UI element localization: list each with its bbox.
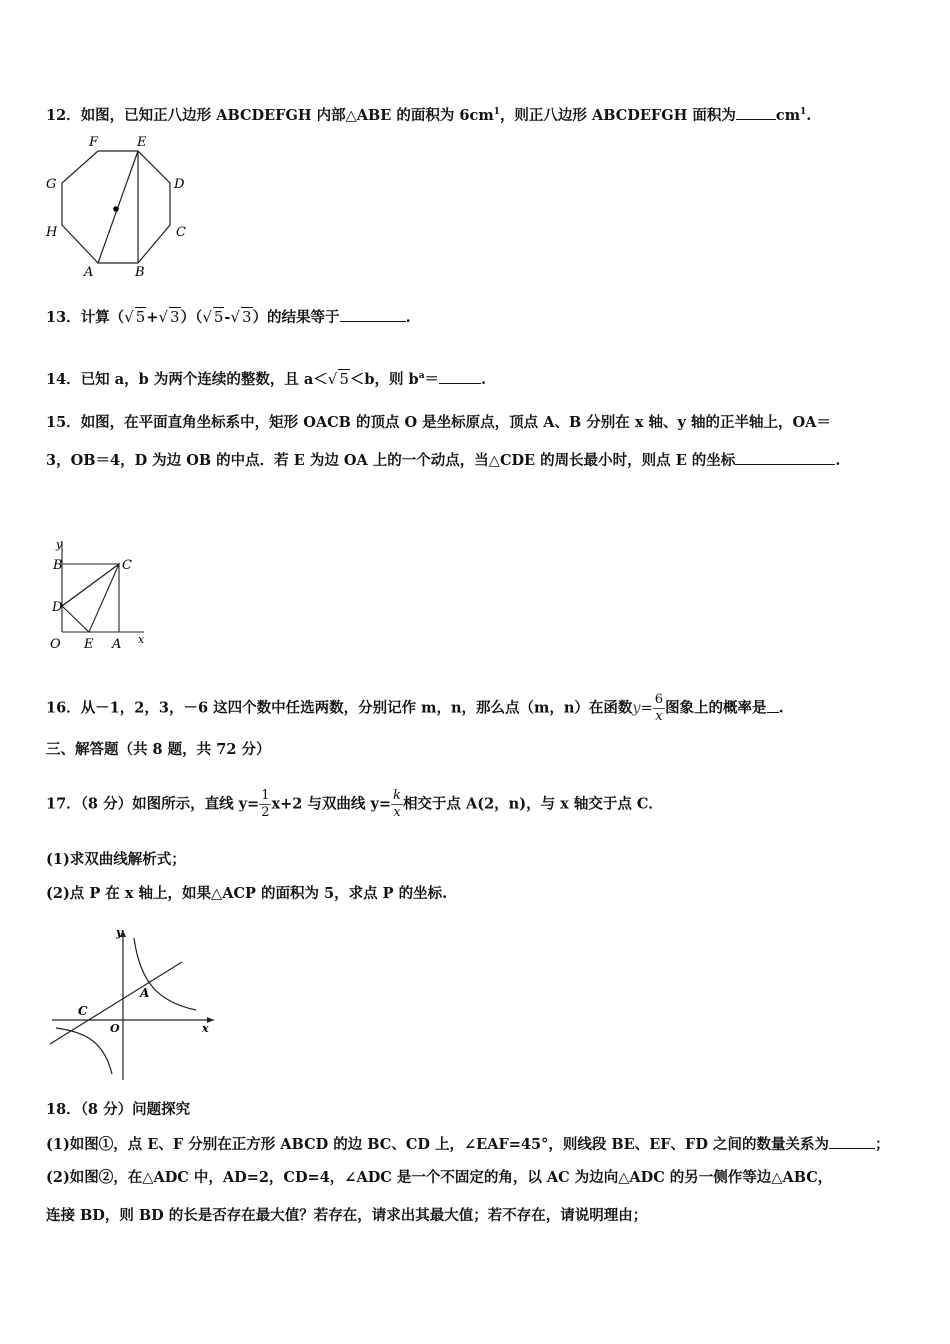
q17-text: 17．（8 分）如图所示，直线 y= $\frac{1}{2}$ x+2 与双曲线 y= $\frac{k}{x}$ 相交于点 A(2，n)，与 x 轴交于点 C． [46,788,663,820]
q16-answer-blank[interactable] [767,698,779,713]
label-d: D [174,177,185,192]
label-c: C [176,225,186,240]
hyperbola-figure [46,924,218,1084]
sqrt-5: √ 5 [327,369,349,388]
q15-answer-blank[interactable] [735,450,835,465]
q12-number: 12． [46,106,81,124]
label-e: E [84,637,94,652]
q18-answer-blank[interactable] [829,1134,875,1149]
label-c: C [78,1004,88,1018]
segment-ae [98,151,138,263]
label-d: D [52,600,63,615]
label-f: F [89,135,99,150]
q18-part2-line1: (2)如图②，在△ADC 中，AD=2，CD=4，∠ADC 是一个不固定的角，以 AC 为边向△ADC 的另一侧作等边△ABC， [46,1169,833,1186]
rectangle-coordinate-figure [44,536,159,656]
q13-answer-blank[interactable] [340,307,406,322]
q14-text: 14．已知 a，b 为两个连续的整数，且 a＜√ 5＜b，则 $b^a=$ . [46,369,487,388]
label-c: C [122,558,132,573]
center-dot [113,206,119,212]
fraction-6-over-x: $\frac{6}{x}$ [654,692,664,724]
q14-answer-blank[interactable] [439,369,481,384]
label-y: y [116,926,123,939]
label-a: A [140,986,150,1000]
label-o: O [50,637,61,652]
q15-line1: 15．如图，在平面直角坐标系中，矩形 OACB 的顶点 O 是坐标原点，顶点 A、B 分别在 x 轴、y 轴的正半轴上，OA＝ [46,414,831,431]
label-g: G [46,177,57,192]
label-e: E [137,135,147,150]
segment-dc [62,564,119,606]
sqrt-3: √ 3 [230,308,252,326]
q18-part1: (1)如图①，点 E、F 分别在正方形 ABCD 的边 BC、CD 上，∠EAF=45°，则线段 BE、EF、FD 之间的数量关系为 ； [46,1136,890,1153]
label-y: y [56,538,63,551]
label-b: B [135,265,145,280]
section-heading: 三、解答题（共 8 题，共 72 分） [46,741,271,758]
q18-part2-line2: 连接 BD，则 BD 的长是否存在最大值？若存在，请求出其最大值；若不存在，请说明理由； [46,1207,648,1224]
label-a: A [84,265,94,280]
sqrt-5: √ 5 [202,308,224,326]
q17-part2: (2)点 P 在 x 轴上，如果△ACP 的面积为 5，求点 P 的坐标. [46,885,448,902]
label-x: x [202,1022,209,1035]
fraction-k-over-x: $\frac{k}{x}$ [393,788,401,820]
label-x: x [138,633,145,646]
sqrt-3: √ 3 [158,308,180,326]
label-a: A [112,637,122,652]
q12-text: 12．如图，已知正八边形 ABCDEFGH 内部△ABE 的面积为 $6cm^1$，则正八边形 ABCDEFGH 面积为 $cm^1$. [46,106,812,124]
q13-text: 13．计算（√ 5+√ 3）（√ 5-√ 3）的结果等于 . [46,308,411,326]
q12-answer-blank[interactable] [736,105,776,120]
q16-text: 16．从－1，2，3，－6 这四个数中任选两数，分别记作 m，n，那么点（m，n）在函数y= $\frac{6}{x}$ 图象上的概率是 . [46,692,784,724]
sqrt-5: √ 5 [124,308,146,326]
q18-title: 18．（8 分）问题探究 [46,1101,191,1118]
q17-part1: (1)求双曲线解析式； [46,851,186,868]
octagon-figure [42,133,192,281]
label-o: O [110,1022,120,1035]
triangle-cde [62,564,119,632]
label-h: H [46,225,58,240]
label-b: B [53,558,63,573]
q15-line2: 3，OB＝4，D 为边 OB 的中点．若 E 为边 OA 上的一个动点，当△CDE 的周长最小时，则点 E 的坐标 . [46,452,841,469]
fraction-1-over-2: $\frac{1}{2}$ [261,788,270,820]
rectangle-sides [62,564,119,632]
